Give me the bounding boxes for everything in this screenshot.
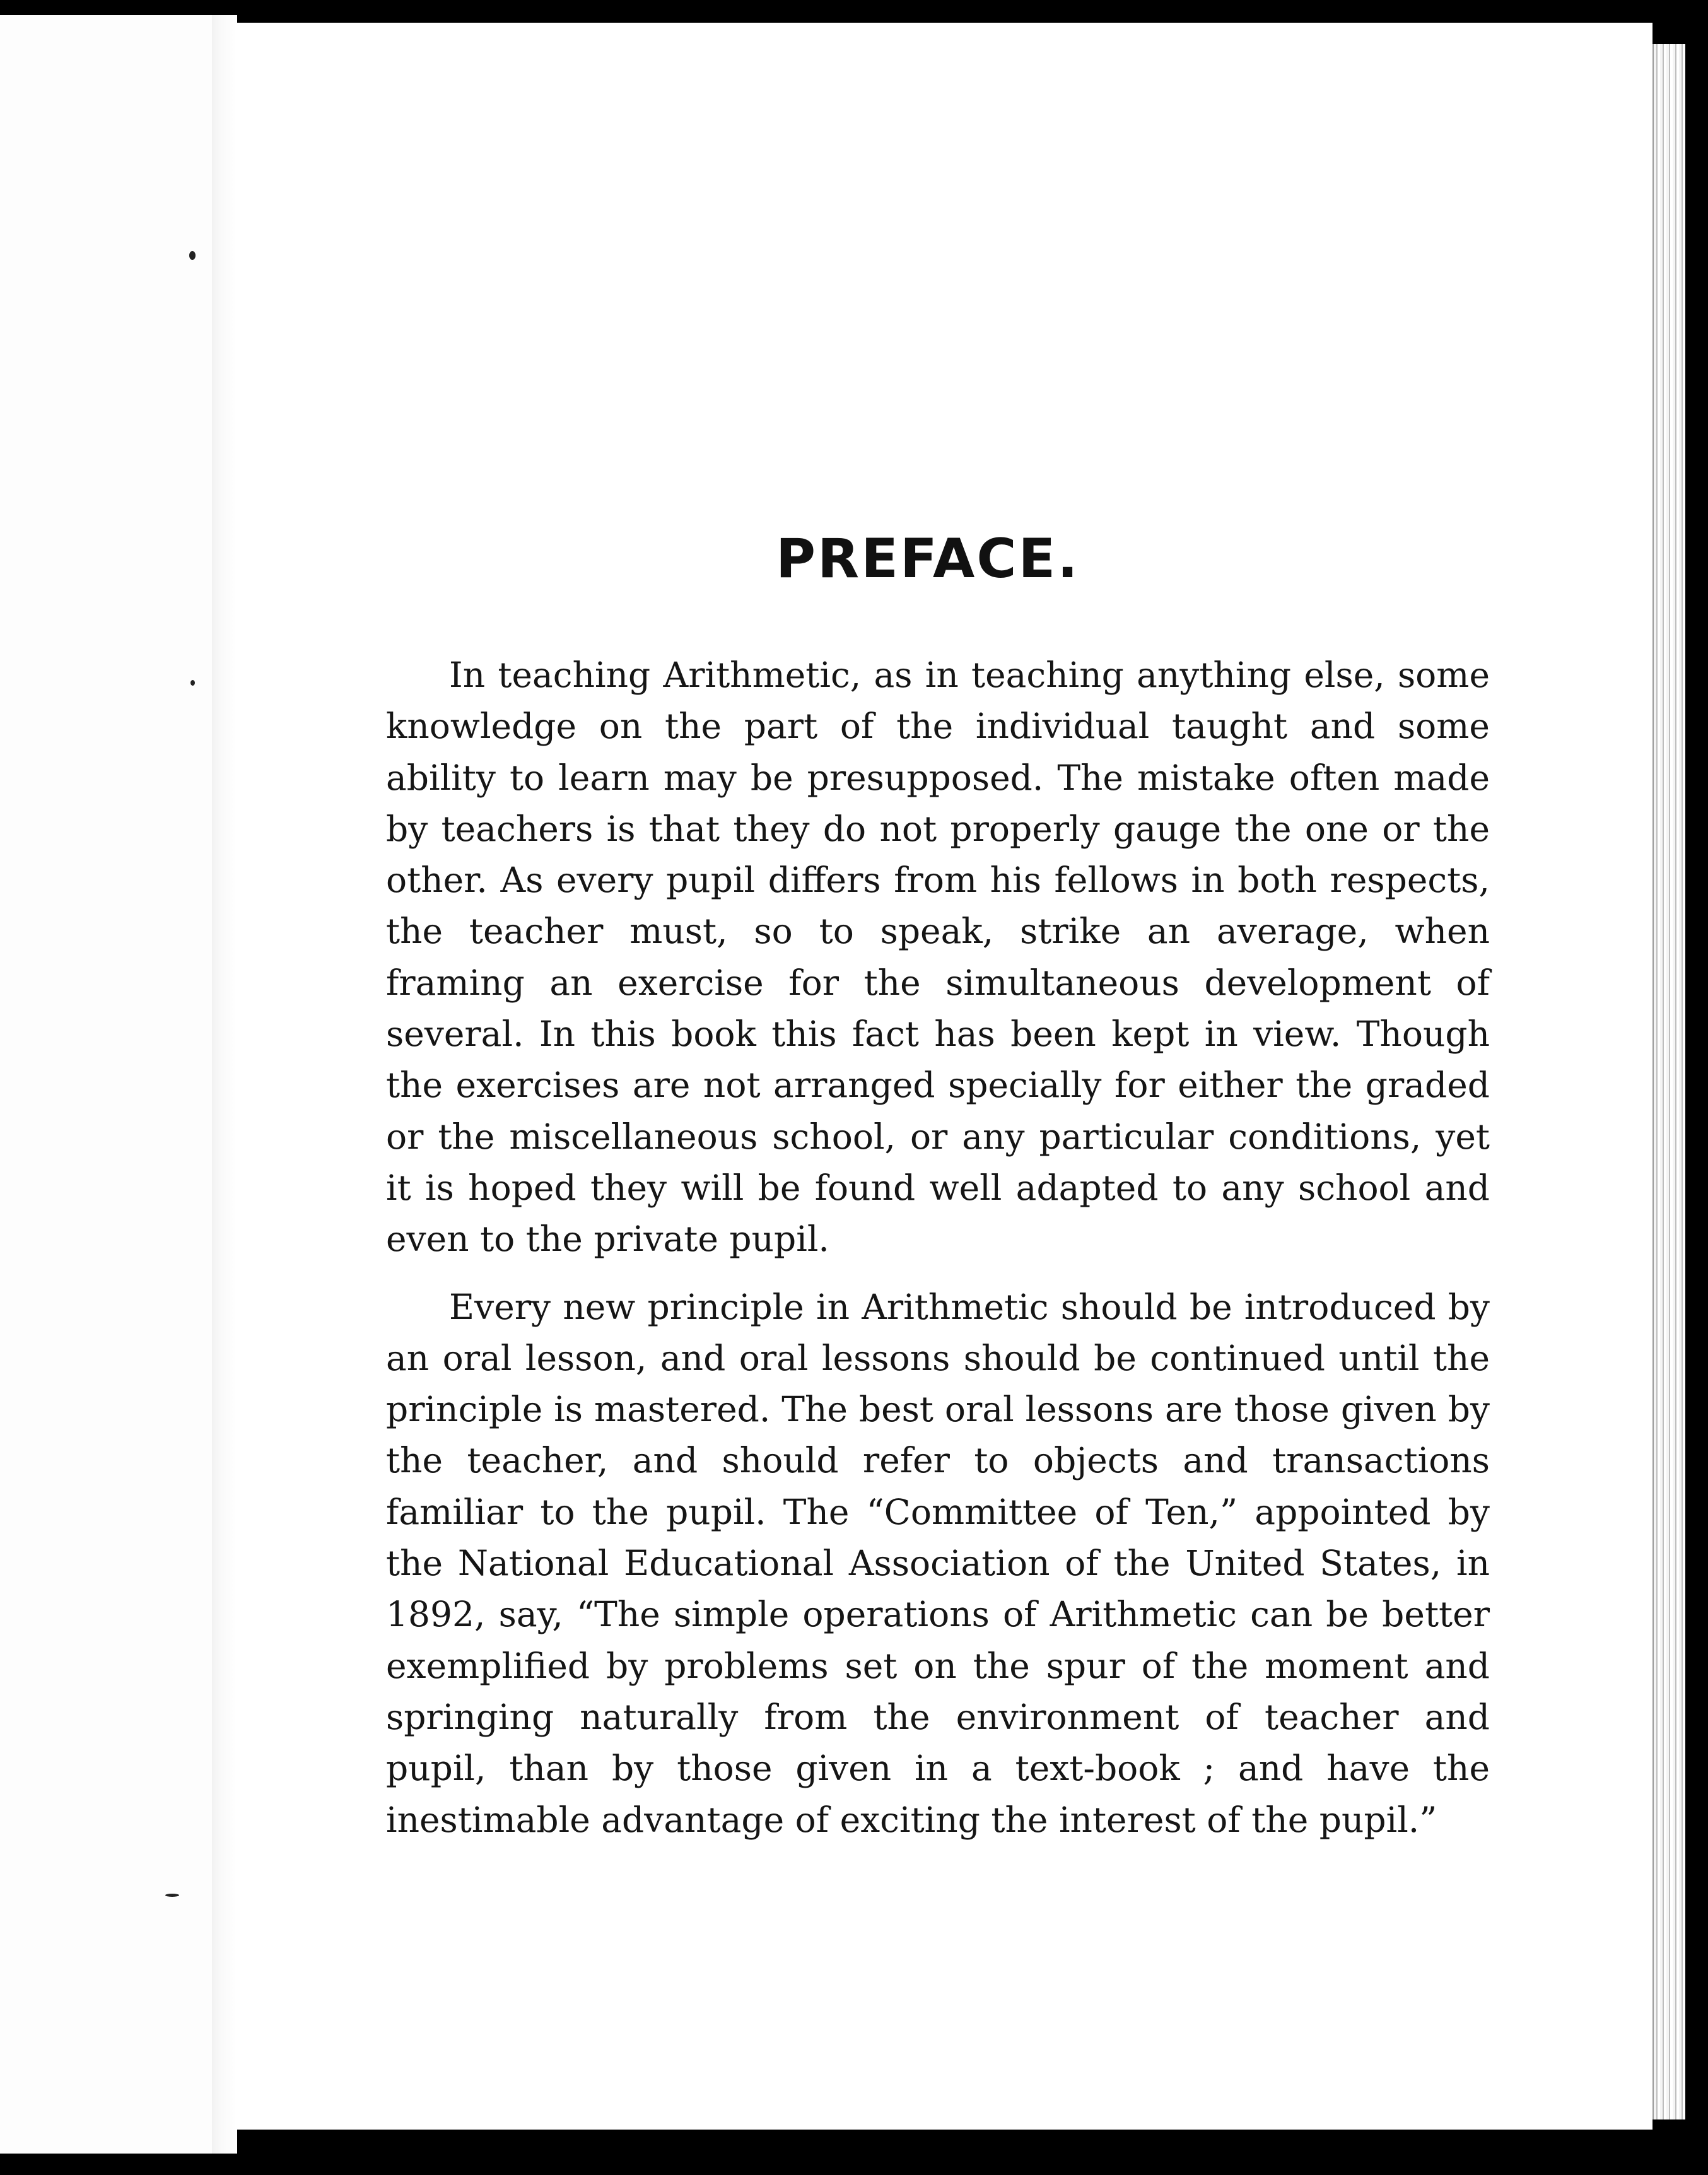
page-title: PREFACE. [776,527,1080,590]
scan-speck [190,680,195,686]
book-gutter [212,15,237,2154]
preface-body [386,650,1490,1846]
page-stack-edge [1652,44,1685,2119]
paragraph: In teaching Arithmetic, as in teaching anything else, some knowledge on the part of the individual taught and some ability to learn may be presupposed. The mistake often made by teachers is that they do not properly gauge the one or the other. As every pupil differs from his fellows in both respects, the teacher must, so to speak, strike an average, when framing an exercise for the simultaneous development of several. In this book this fact has been kept in view. Though the exercises are not arranged specially for either the graded or the miscellaneous school, or any particular conditions, yet it is hoped they will be found well adapted to any school and even to the private pupil. [386,655,1490,1260]
scan-speck [189,251,196,260]
scan-speck [165,1894,179,1897]
left-page-margin [0,15,224,2154]
paragraph: Every new principle in Arithmetic should be introduced by an oral lesson, and oral lessons should be continued until the principle is mastered. The best oral lessons are those given by the teacher, and should refer to objects and transactions familiar to the pupil. The “Committee of Ten,” appointed by the National Educational Association of the United States, in 1892, say, “The simple operations of Arithmetic can be better exemplified by problems set on the spur of the moment and springing naturally from the environment of teacher and pupil, than by those given in a text-book ; and have the inestimable advantage of exciting the interest of the pupil.” [386,1286,1490,1840]
